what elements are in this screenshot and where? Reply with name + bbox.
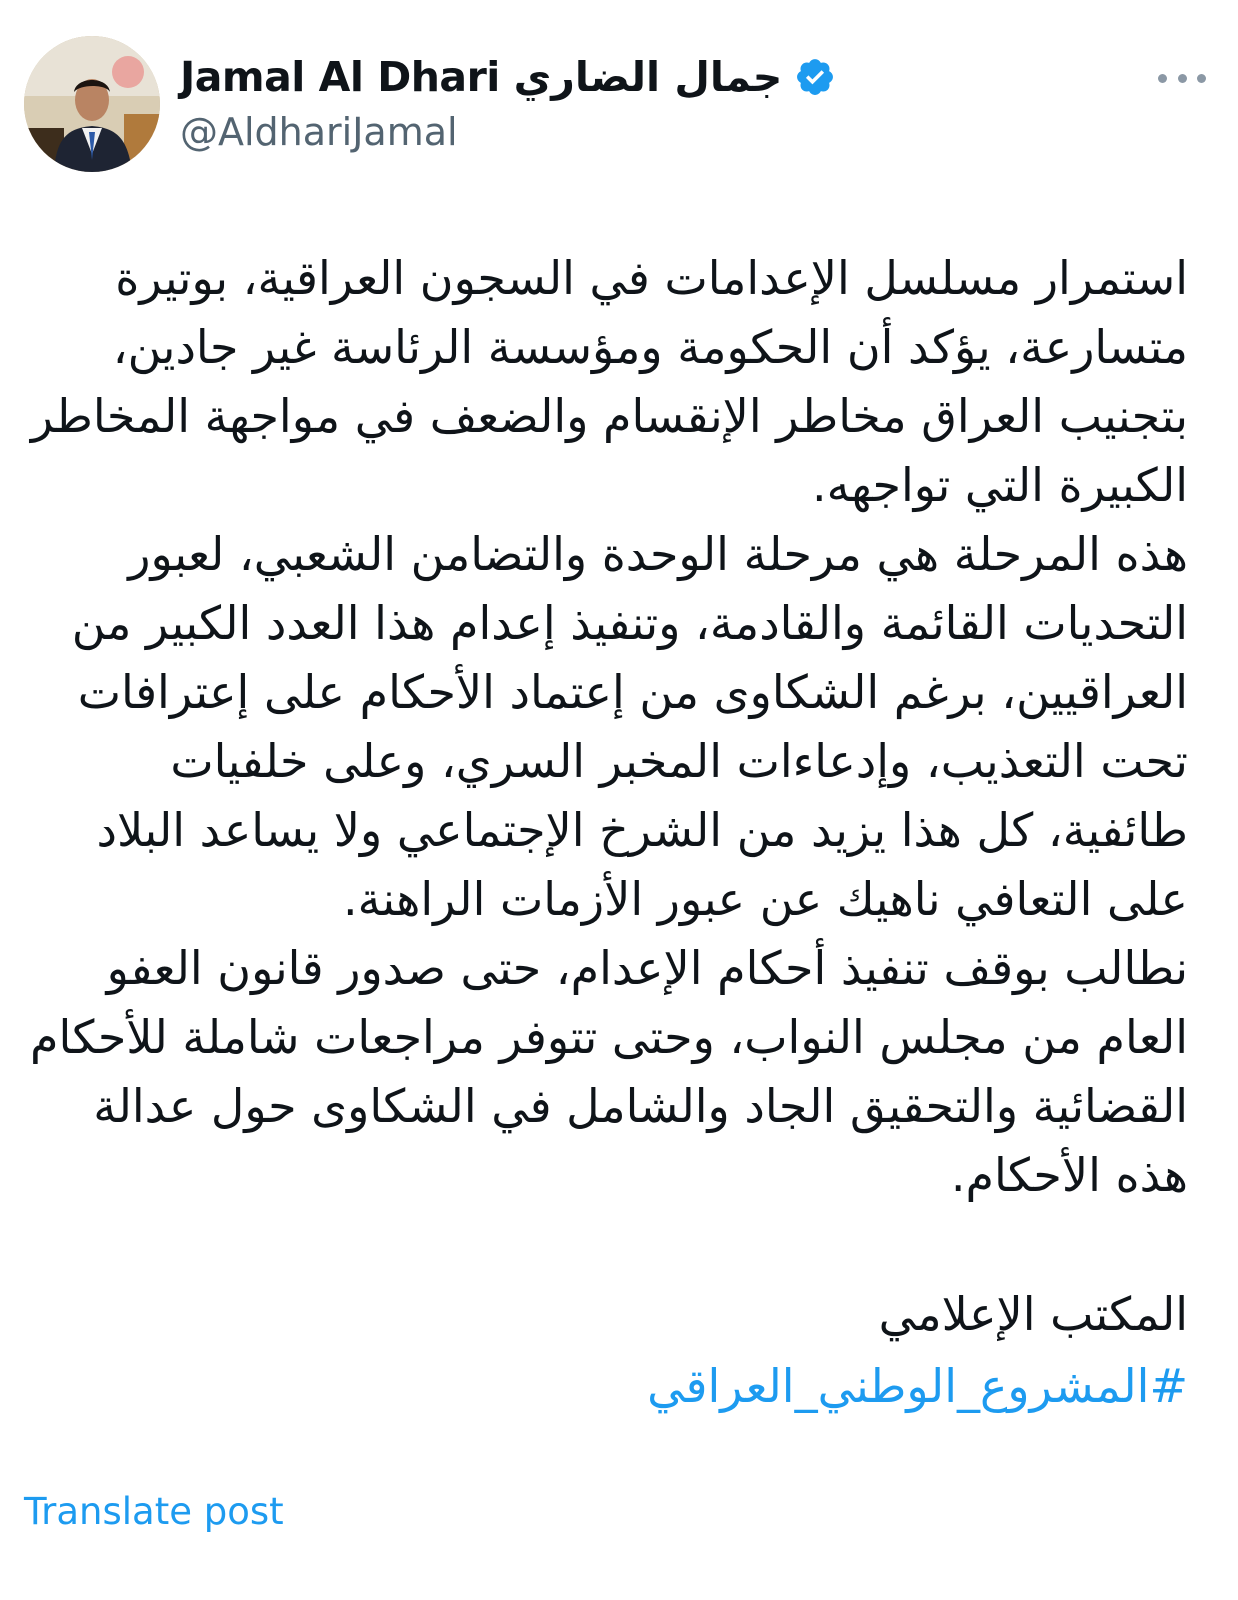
author-handle[interactable]: @AldhariJamal <box>180 110 458 154</box>
post-signature-block <box>647 1278 1188 1422</box>
person-avatar-icon <box>24 36 160 172</box>
author-info <box>180 48 836 154</box>
hashtag-link[interactable]: #المشروع_الوطني_العراقي <box>647 1359 1188 1413</box>
avatar[interactable] <box>24 36 160 172</box>
post-paragraph: هذه المرحلة هي مرحلة الوحدة والتضامن الشعبي، لعبور التحديات القائمة والقادمة، وتنفيذ إعدام هذا العدد الكبير من العراقيين، برغم الشكاوى من إعتماد الأحكام على إعترافات تحت التعذيب، وإدعاءات المخبر السري، وعلى خلفيات طائفية، كل هذا يزيد من الشرخ الإجتماعي ولا يساعد البلاد على التعافي ناهيك عن عبور الأزمات الراهنة. <box>71 527 1188 926</box>
translate-post-link[interactable]: Translate post <box>24 1490 284 1533</box>
post-paragraph: نطالب بوقف تنفيذ أحكام الإعدام، حتى صدور قانون العفو العام من مجلس النواب، وحتى تتوفر مراجعات شاملة للأحكام القضائية والتحقيق الجاد والشامل في الشكاوى حول عدالة هذه الأحكام. <box>29 941 1188 1202</box>
post-paragraph: استمرار مسلسل الإعدامات في السجون العراقية، بوتيرة متسارعة، يؤكد أن الحكومة ومؤسسة الرئاسة غير جادين، بتجنيب العراق مخاطر الإنقسام والضعف في مواجهة المخاطر الكبيرة التي تواجهه. <box>30 251 1188 512</box>
post-signature: المكتب الإعلامي <box>878 1287 1188 1341</box>
display-name[interactable]: Jamal Al Dhari جمال الضاري <box>180 53 783 101</box>
post-header <box>24 36 1214 176</box>
more-options-icon[interactable] <box>1158 66 1206 90</box>
name-row <box>180 48 836 106</box>
verified-badge-icon[interactable] <box>794 56 836 98</box>
post-text <box>20 244 1188 1210</box>
